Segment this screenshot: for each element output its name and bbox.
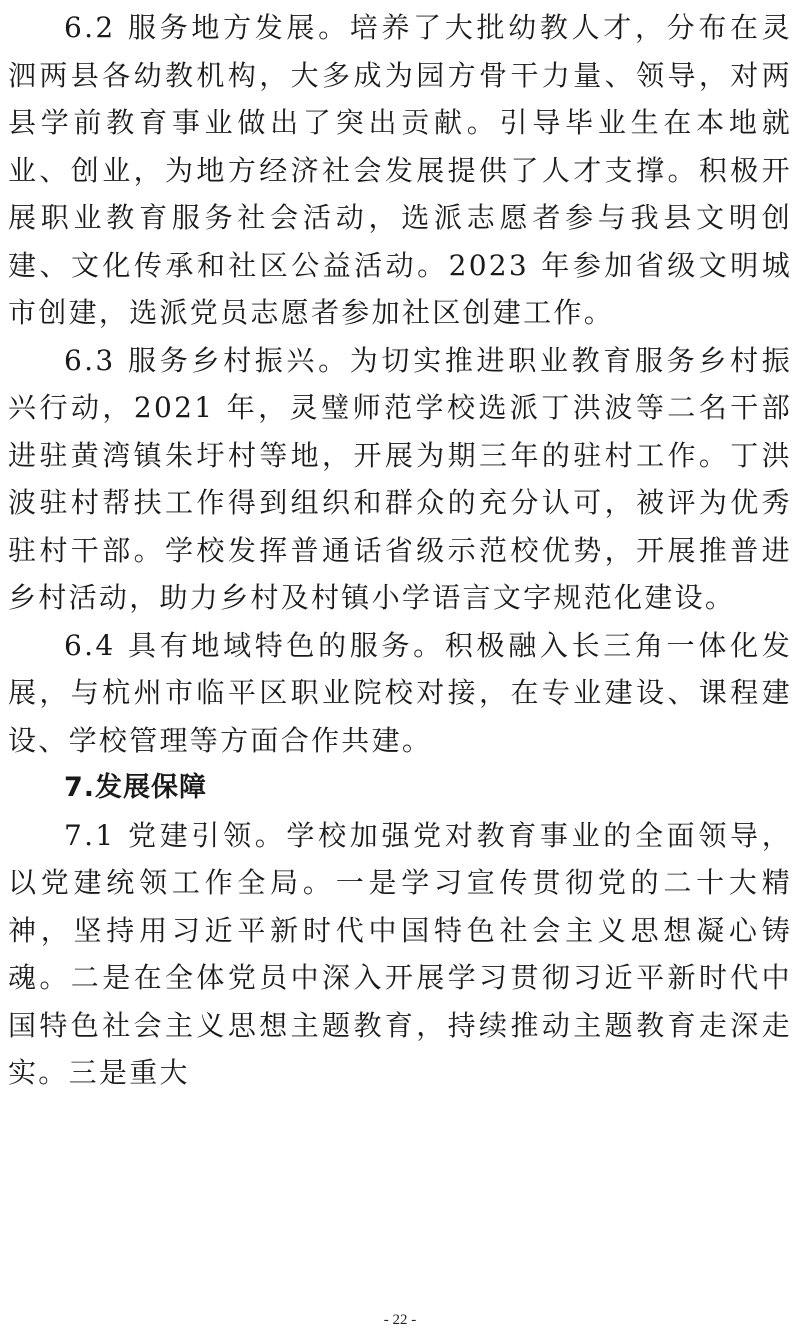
- paragraph-7-1: 7.1 党建引领。学校加强党对教育事业的全面领导，以党建统领工作全局。一是学习宣传贯彻党的二十大精神，坚持用习近平新时代中国特色社会主义思想凝心铸魂。二是在全体党员中深入开展学习贯彻习近平新时代中国特色社会主义思想主题教育，持续推动主题教育走深走实。三是重大: [8, 818, 792, 1089]
- section-heading: 7.发展保障: [64, 772, 208, 803]
- paragraph-6-4: 6.4 具有地域特色的服务。积极融入长三角一体化发展，与杭州市临平区职业院校对接，在专业建设、课程建设、学校管理等方面合作共建。: [8, 628, 792, 757]
- document-body: [8, 4, 792, 1097]
- paragraph-6-3: 6.3 服务乡村振兴。为切实推进职业教育服务乡村振兴行动，2021 年，灵璧师范学校选派丁洪波等二名干部进驻黄湾镇朱圩村等地，开展为期三年的驻村工作。丁洪波驻村帮扶工作得到组织和群众的充分认可，被评为优秀驻村干部。学校发挥普通话省级示范校优势，开展推普进乡村活动，助力乡村及村镇小学语言文字规范化建设。: [8, 343, 792, 614]
- page-number: - 22 -: [383, 1312, 417, 1328]
- paragraph-6-2: 6.2 服务地方发展。培养了大批幼教人才，分布在灵泗两县各幼教机构，大多成为园方骨干力量、领导，对两县学前教育事业做出了突出贡献。引导毕业生在本地就业、创业，为地方经济社会发展提供了人才支撑。积极开展职业教育服务社会活动，选派志愿者参与我县文明创建、文化传承和社区公益活动。2023 年参加省级文明城市创建，选派党员志愿者参加社区创建工作。: [8, 11, 792, 329]
